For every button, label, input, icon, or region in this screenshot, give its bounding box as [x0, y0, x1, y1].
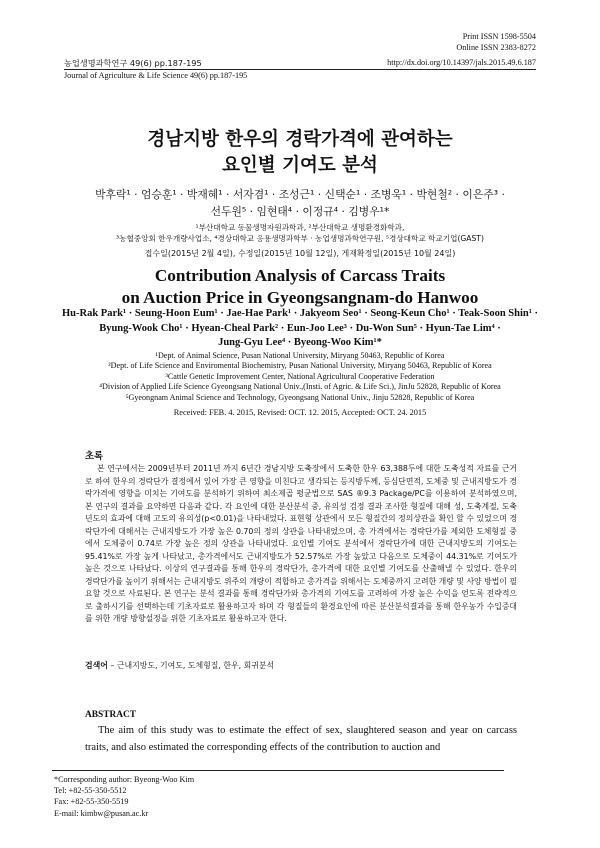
keywords-value: – 근내지방도, 기여도, 도체형질, 한우, 회귀분석: [110, 661, 275, 670]
affiliation-en-1: ¹Dept. of Animal Science, Pusan National University, Miryang 50463, Republic of Korea: [155, 351, 445, 360]
fax: Fax: +82-55-350-5519: [54, 797, 129, 807]
title-ko-line-2: 요인별 기여도 분석: [222, 155, 378, 176]
corresponding-author: *Corresponding author: Byeong-Woo Kim: [54, 775, 195, 784]
affiliations-ko: [60, 222, 540, 244]
abstract-en-body: The aim of this study was to estimate the effect of sex, slaughtered season and year on carcass traits, and also estimated the corresponding effects of the contribution to auction and: [85, 725, 517, 753]
online-issn: Online ISSN 2383-8272: [456, 43, 536, 52]
authors-en-line-1: Hu-Rak Park¹ · Seung-Hoon Eum¹ · Jae-Hae Park¹ · Jakyeom Seo¹ · Seong-Keun Cho¹ · Teak-Soon Shin¹ ·: [61, 308, 538, 319]
affiliation-en-4: ⁴Division of Applied Life Science Gyeongsang National Univ.,(Insti. of Agric. & Life Sci.), JinJu 52828, Republic of Korea: [99, 382, 501, 392]
abstract-ko-body: 본 연구에서는 2009년부터 2011년 까지 6년간 경남지방 도축장에서 도축한 한우 63,388두에 대한 도축성적 자료를 근거로 하여 한우의 경락단가 결정에서 있어 가장 큰 영향을 미친다고 생각되는 등지방두께, 등심단면적, 도체중 및 근내지방도가 경락가격에 영향을 미치는 기여도를 분석하기 위하여 최소제곱 평균법으로 SAS ®9.3 Package/PC를 이용하여 분석하였으며, 본 연구의 결과를 요약하면 다음과 같다. 각 요인에 대한 분산분석 중, 유의성 검정 결과 조사한 형질에 대해 성, 도축계절, 도축년도의 효과에 대해 고도의 유의성(p<0.01)을 나타내었다. 표현형 상관에서 모든 형질간의 정의상관을 확인 할 수 있었으며 경락단가에 대해서는 근내지방도가 가장 높은 0.70의 정의 상관을 나타내었으며, 총 가격에서는 경락단가를 제외한 도체형질 중에서 도체중이 0.74로 가장 높은 정의 상관을 나타내었다. 요인별 기여도 분석에서 경락단가에 대한 근내지방도의 기여도는 95.41%로 가장 높게 나타났고, 총가격에서도 근내지방도가 52.57%로 가장 높았고 다음으로 도체중이 44.31%로 기여도가 높은 것으로 나타났다. 이상의 연구결과를 통해 한우의 경락단가, 총가격에 대한 요인별 기여도를 산출해낼 수 있었다. 한우의 경락단가를 높이기 위해서는 근내지방도 위주의 개량이 적합하고 총가격을 위해서는 도체중까지 고려한 개량 및 사양 방법이 필요할 것으로 사료된다. 본 연구는 분석 결과를 통해 경락단가와 총가격의 기여도를 고려하여 가장 높은 수익을 얻도록 전략적으로 출하시기를 선택하는데 기초자료로 활용하고자 하며 각 형질들의 환경요인에 따른 분산분석결과를 통해 한우농가 수입증대를 위한 개량 방향설정을 위한 기초자료로 활용하고자 한다.: [85, 464, 517, 623]
affiliation-en-2: ²Dept. of Life Science and Enviromental Biochemistry, Pusan National University, Miryang 50463, Republic of Korea: [108, 361, 492, 371]
print-issn: Print ISSN 1598-5504: [462, 32, 536, 41]
affiliation-ko-line-1: ¹부산대학교 동물생명자원과학과, ²부산대학교 생명환경화학과,: [195, 223, 405, 232]
header-rule: [64, 69, 536, 70]
authors-en-line-3: Jung-Gyu Lee⁴ · Byeong-Woo Kim¹*: [218, 337, 382, 348]
title-ko-line-1: 경남지방 한우의 경락가격에 관여하는: [147, 129, 453, 150]
keywords-ko: [85, 660, 274, 671]
journal-name-ko: 농업생명과학연구 49(6) pp.187-195: [64, 58, 202, 68]
title-en-line-1: Contribution Analysis of Carcass Traits: [154, 266, 446, 285]
affiliation-en-5: ⁵Gyeongnam Animal Science and Technology, Gyeongsang National Univ., Jinju 52828, Republic of Korea: [125, 392, 475, 402]
title-ko: [60, 127, 540, 179]
affiliation-en-3: ³Cattle Genetic Improvement Center, National Agricultural Cooperative Federation: [165, 371, 435, 381]
dates-ko: 접수일(2015년 2월 4일), 수정일(2015년 10월 12일), 게재확정일(2015년 10월 24일): [144, 249, 456, 258]
authors-ko-line-1: 박후락¹ · 엄승훈¹ · 박재혜¹ · 서자겸¹ · 조성근¹ · 신택순¹ · 조병욱¹ · 박현철² · 이은주³ ·: [95, 188, 505, 201]
authors-en-line-2: Byung-Wook Cho¹ · Hyean-Cheal Park² · Eun-Joo Lee³ · Du-Won Sun⁵ · Hyun-Tae Lim⁴ ·: [99, 322, 501, 334]
affiliation-ko-line-2: ³농협중앙회 한우개량사업소, ⁴경상대학교 응용생명과학부 · 농업생명과학연구원, ⁵경상대학교 학교기업(GAST): [116, 234, 484, 243]
footnote-rule: [52, 770, 504, 771]
footnote: [54, 774, 194, 819]
doi: http://dx.doi.org/10.14397/jals.2015.49.6.187: [387, 58, 536, 67]
title-en: [40, 265, 560, 309]
title-en-line-2: on Auction Price in Gyeongsangnam-do Hanwoo: [121, 288, 479, 307]
dates-en: Received: FEB. 4. 2015, Revised: OCT. 12. 2015, Accepted: OCT. 24. 2015: [173, 408, 427, 417]
affiliations-en: [40, 351, 560, 403]
abstract-en-heading: ABSTRACT: [85, 710, 137, 720]
journal-name-en: Journal of Agriculture & Life Science 49(6) pp.187-195: [64, 71, 248, 80]
keywords-label: 검색어: [85, 661, 108, 670]
tel: Tel: +82-55-350-5512: [54, 786, 127, 796]
email: E-mail: kimbw@pusan.ac.kr: [54, 808, 149, 818]
abstract-ko-heading: 초록: [85, 451, 104, 462]
authors-ko-line-2: 선두원⁵ · 임현태⁴ · 이정규⁴ · 김병우¹*: [210, 205, 390, 218]
authors-ko: [60, 186, 540, 220]
authors-en: [40, 307, 560, 351]
